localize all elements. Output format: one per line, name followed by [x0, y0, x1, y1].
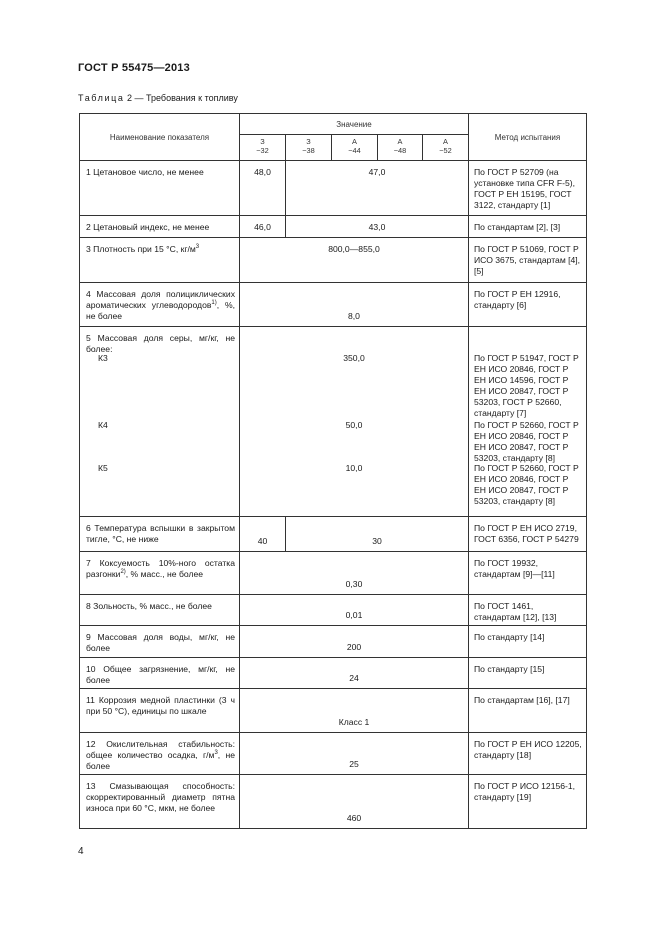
table-row	[80, 517, 587, 552]
param-name: 2 Цетановый индекс, не менее	[80, 216, 240, 238]
value-cell: 47,0	[286, 161, 469, 216]
value-cell: 350,0 50,0 10,0	[240, 327, 469, 517]
standard-header: ГОСТ Р 55475—2013	[78, 62, 190, 74]
table-row	[80, 327, 587, 517]
sulfur-class-k5: К5	[98, 463, 108, 473]
method-cell: По ГОСТ Р ИСО 12156-1, стандарту [19]	[469, 775, 587, 829]
method-cell: По ГОСТ Р ЕН 12916, стандарту [6]	[469, 283, 587, 327]
method-cell: По ГОСТ Р ЕН ИСО 12205, стандарту [18]	[469, 733, 587, 775]
param-name: 11 Коррозия медной пластинки (3 ч при 50 °С), единицы по шкале	[80, 689, 240, 733]
table-row	[80, 283, 587, 327]
page-number: 4	[78, 846, 84, 857]
method-cell: По ГОСТ 19932, стандартам [9]—[11]	[469, 552, 587, 595]
table-row	[80, 689, 587, 733]
table-row	[80, 775, 587, 829]
caption-label: Таблица	[78, 93, 125, 103]
value-cell: 25	[240, 733, 469, 775]
grade-cell: А −52	[423, 135, 469, 161]
table-row	[80, 658, 587, 689]
method-cell: По стандартам [16], [17]	[469, 689, 587, 733]
param-name: 3 Плотность при 15 °С, $кг/м^3$	[80, 238, 240, 283]
value-cell: 200	[240, 626, 469, 658]
header-row	[80, 114, 587, 135]
method-cell: По ГОСТ Р 51069, ГОСТ Р ИСО 3675, стандартам [4], [5]	[469, 238, 587, 283]
table-row	[80, 626, 587, 658]
param-name: 6 Температура вспышки в закрытом тигле, °С, не ниже	[80, 517, 240, 552]
value-cell: 48,0	[240, 161, 286, 216]
method-cell: По стандарту [15]	[469, 658, 587, 689]
value-cell: 40	[240, 517, 286, 552]
grade-cell: З −32	[240, 135, 286, 161]
grade-cell: А −48	[378, 135, 423, 161]
method-cell: По стандарту [14]	[469, 626, 587, 658]
value-cell: 0,30	[240, 552, 469, 595]
col-method-header: Метод испытания	[469, 114, 587, 161]
grade-cell: З −38	[286, 135, 332, 161]
value-cell: 43,0	[286, 216, 469, 238]
param-name: 5 Массовая доля серы, мг/кг, не более: К3 К4 К5	[80, 327, 240, 517]
param-name: 12 Окислительная стабильность: общее количество осадка, $г/м^3$, не более	[80, 733, 240, 775]
method-cell: По ГОСТ Р 51947, ГОСТ Р ЕН ИСО 20846, ГОСТ Р ЕН ИСО 14596, ГОСТ Р ЕН ИСО 20847, ГОСТ Р 53203, ГОСТ Р 52660, стандарту [7] По ГОСТ Р 52660, ГОСТ Р ЕН ИСО 20846, ГОСТ Р ЕН ИСО 20847, ГОСТ Р 53203, стандарту [8] По ГОСТ Р 52660, ГОСТ Р ЕН ИСО 20846, ГОСТ Р ЕН ИСО 20847, ГОСТ Р 53203, стандарту [8]	[469, 327, 587, 517]
table-row	[80, 216, 587, 238]
param-name: 7 Коксуемость 10%-ного остатка разгонки$^{2)}$, % масс., не более	[80, 552, 240, 595]
value-cell: Класс 1	[240, 689, 469, 733]
value-cell: 460	[240, 775, 469, 829]
table-row	[80, 733, 587, 775]
table-row	[80, 595, 587, 626]
table-caption	[78, 93, 238, 103]
col-value-header: Значение	[240, 114, 469, 135]
param-name: 4 Массовая доля полициклических ароматических углеводородов$^{1)}$, %, не более	[80, 283, 240, 327]
caption-text: 2 — Требования к топливу	[124, 93, 238, 103]
value-cell: 800,0—855,0	[240, 238, 469, 283]
value-cell: 0,01	[240, 595, 469, 626]
value-cell: 46,0	[240, 216, 286, 238]
method-cell: По ГОСТ Р ЕН ИСО 2719, ГОСТ 6356, ГОСТ Р 54279	[469, 517, 587, 552]
param-name: 13 Смазывающая способность: скорректированный диаметр пятна износа при 60 °С, мкм, не более	[80, 775, 240, 829]
sulfur-class-k3: К3	[98, 353, 108, 363]
param-name: 10 Общее загрязнение, мг/кг, не более	[80, 658, 240, 689]
grade-cell: А −44	[332, 135, 378, 161]
param-name: 9 Массовая доля воды, мг/кг, не более	[80, 626, 240, 658]
table-row	[80, 238, 587, 283]
value-cell: 30	[286, 517, 469, 552]
param-name: 1 Цетановое число, не менее	[80, 161, 240, 216]
requirements-table	[79, 113, 587, 829]
param-name: 8 Зольность, % масс., не более	[80, 595, 240, 626]
table-row	[80, 161, 587, 216]
col-name-header: Наименование показателя	[80, 114, 240, 161]
method-cell: По стандартам [2], [3]	[469, 216, 587, 238]
method-cell: По ГОСТ Р 52709 (на установке типа CFR F-5), ГОСТ Р ЕН 15195, ГОСТ 3122, стандарту [1]	[469, 161, 587, 216]
table-row	[80, 552, 587, 595]
method-cell: По ГОСТ 1461, стандартам [12], [13]	[469, 595, 587, 626]
value-cell: 24	[240, 658, 469, 689]
sulfur-class-k4: К4	[98, 420, 108, 430]
value-cell: 8,0	[240, 283, 469, 327]
